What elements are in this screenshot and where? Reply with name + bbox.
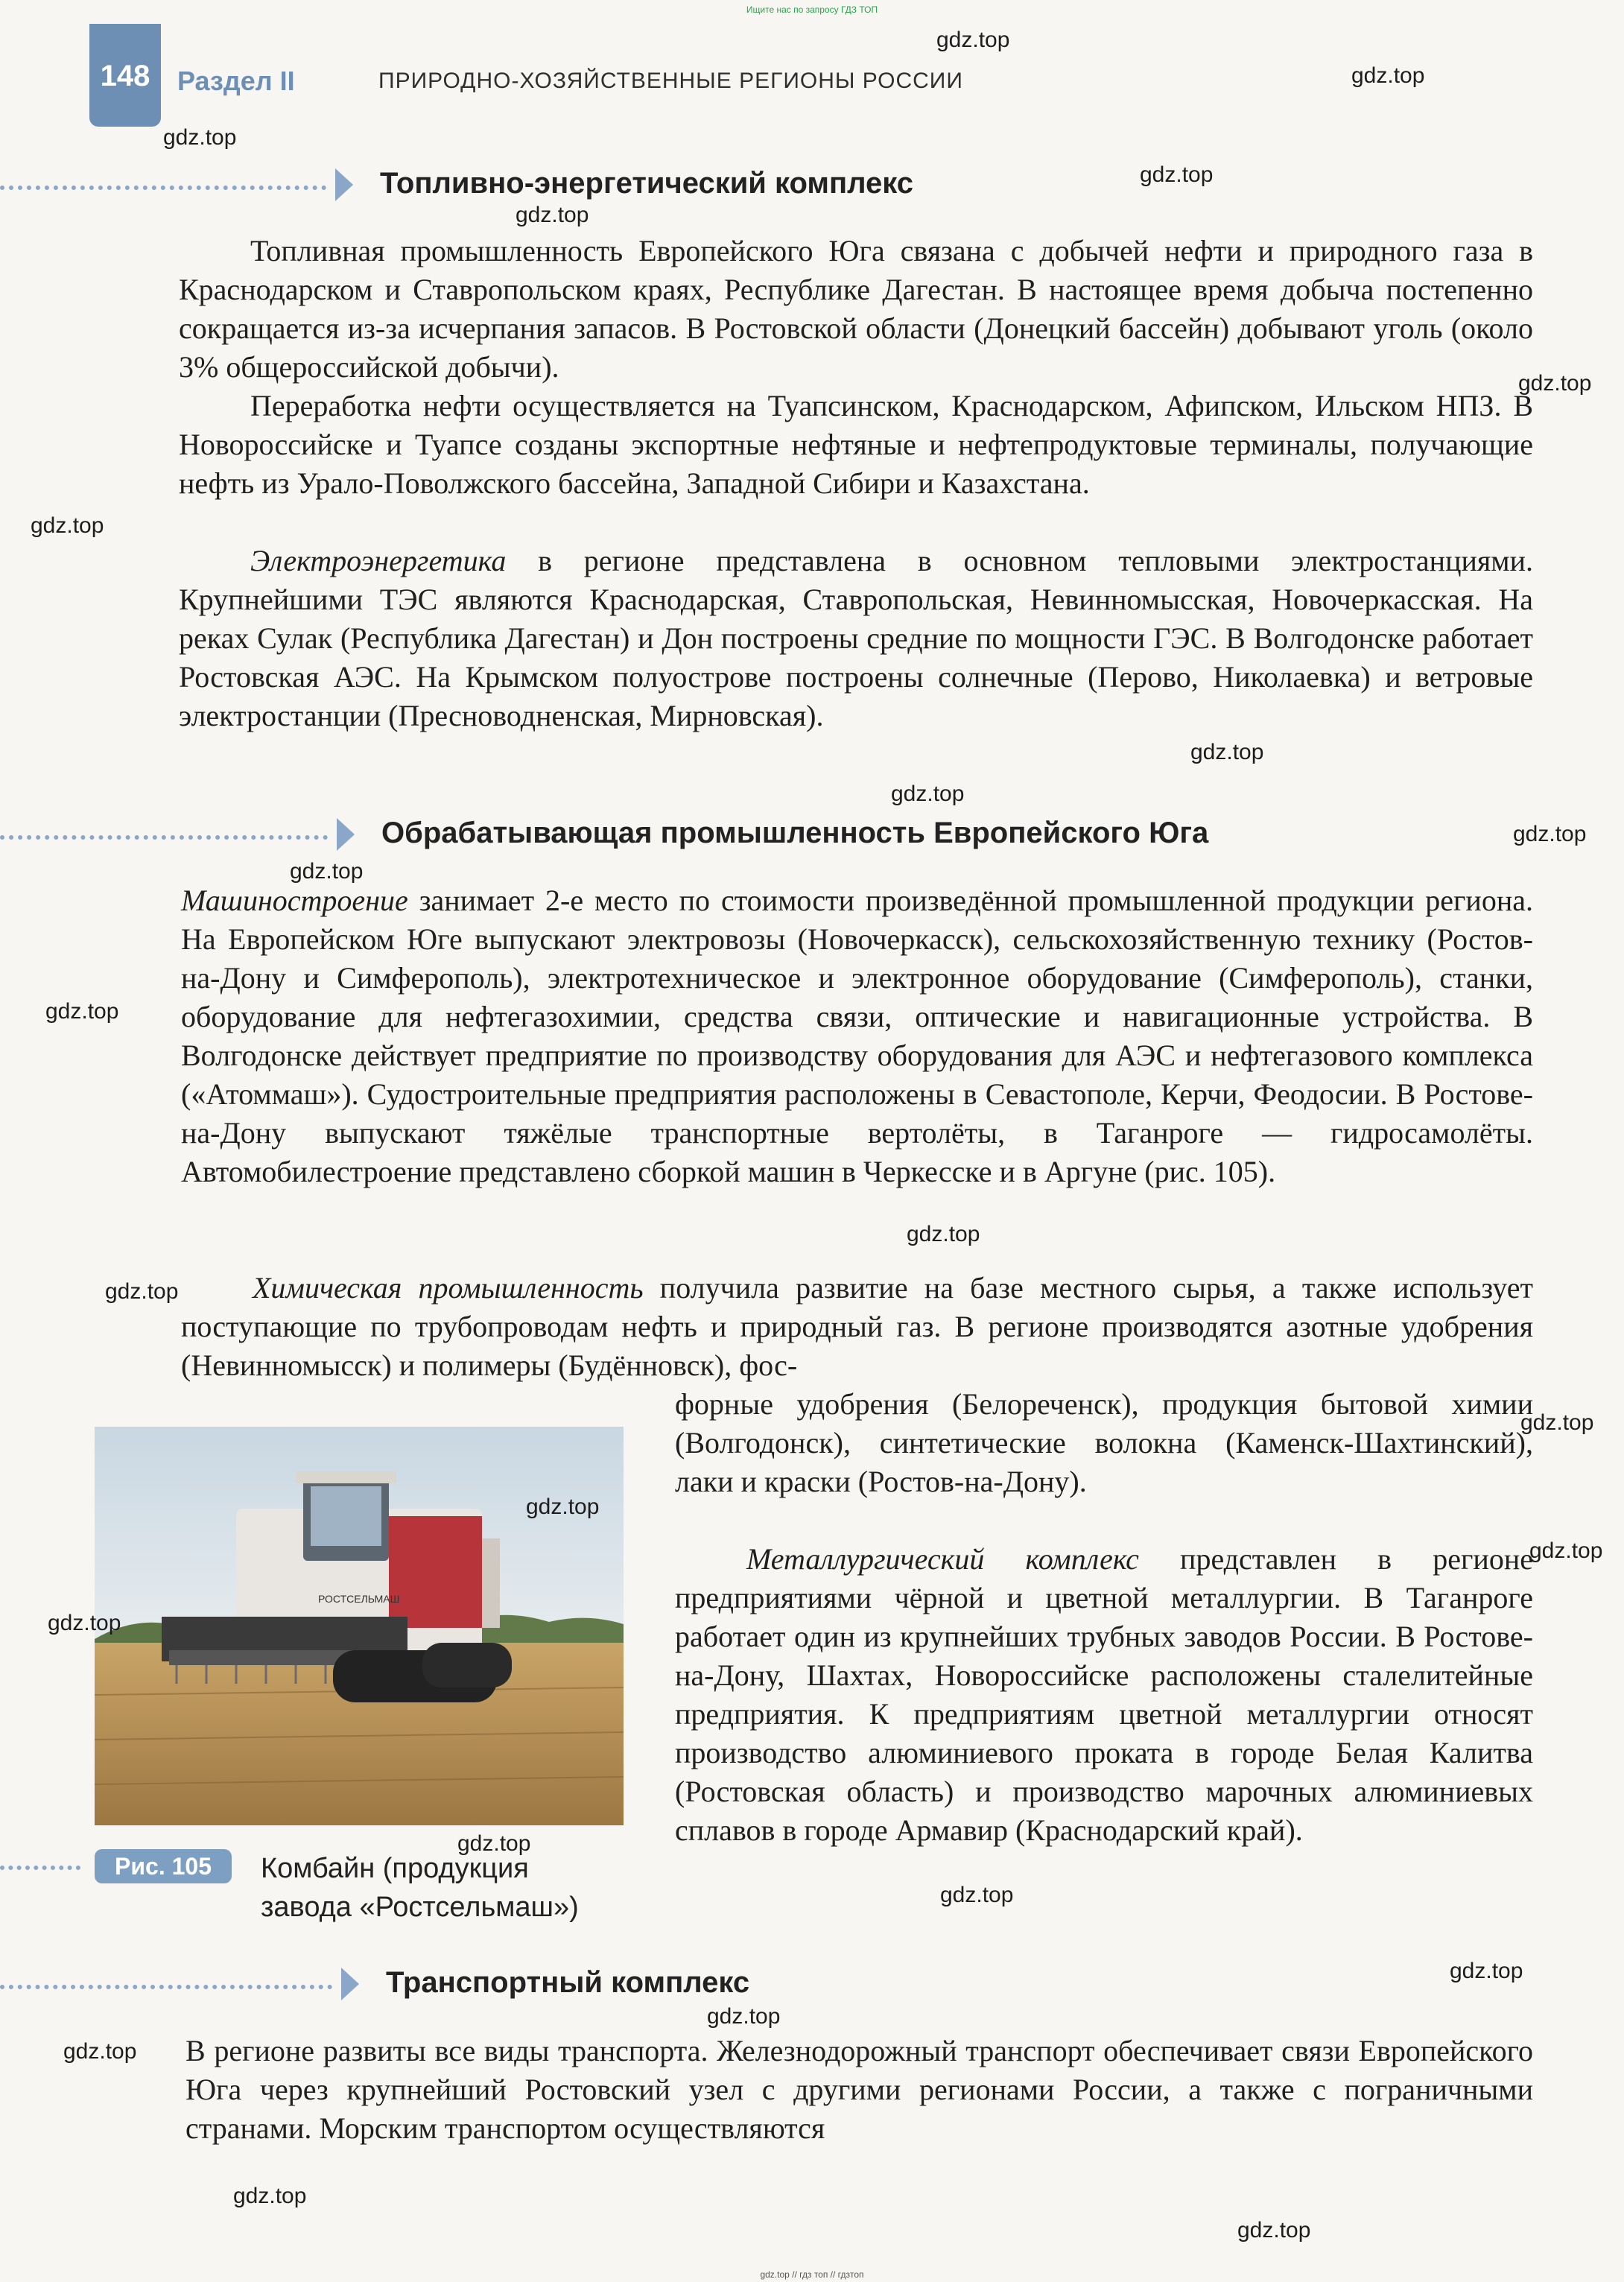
paragraph: Металлургический комплекс представлен в регионе предприятиями чёрной и цветной металлургии. В Таганроге работает один из крупнейших трубных заводов России. В Ростове-на-Дону, Шахтах, Новороссийске расположены сталелитейные предприятия. К предприятиям цветной металлургии относят производство алюминиевого проката в городе Белая Калитва (Ростовская область) и производство марочных алюминиевых сплавов в городе Армавир (Краснодарский край). <box>675 1542 1533 1847</box>
figure-caption-line: Комбайн (продукция <box>261 1853 529 1884</box>
heading-dots <box>0 1985 332 1989</box>
watermark: gdz.top <box>31 513 104 538</box>
watermark: gdz.top <box>940 1883 1014 1907</box>
watermark: gdz.top <box>516 203 589 227</box>
paragraph: Машиностроение занимает 2-е место по стоимости произведённой промышленной продукции региона. На Европейском Юге выпускают электровозы (Новочеркасск), сельскохозяйственную технику (Ростов-на-Дону и Симферополь), электротехническое и электронное оборудование (Симферополь), станки, оборудование для нефтегазохимии, средства связи, оптические и навигационные устройства. В Волгодонске действует предприятие по производству оборудования для АЭС и нефтегазового комплекса («Атоммаш»). Судостроительные предприятия расположены в Севастополе, Керчи, Феодосии. В Ростове-на-Дону выпускают тяжёлые транспортные вертолёты, в Таганроге — гидросамолёты. Автомобилестроение представлено сборкой машин в Черкесске и в Аргуне (рис. 105). <box>181 884 1533 1188</box>
paragraph: Химическая промышленность получила развитие на базе местного сырья, а также использует поступающие по трубопроводам нефть и природный газ. В регионе производятся азотные удобрения (Невинномысск) и полимеры (Будённовск), фос- <box>181 1271 1534 1382</box>
watermark: gdz.top <box>45 999 119 1024</box>
heading-fuel-energy: Топливно-энергетический комплекс <box>380 167 914 200</box>
watermark: gdz.top <box>233 2184 307 2208</box>
watermark: gdz.top <box>1140 162 1214 187</box>
figure-label: Рис. 105 <box>95 1849 232 1883</box>
watermark: gdz.top <box>907 1222 980 1246</box>
watermark: gdz.top <box>290 859 364 884</box>
watermark: gdz.top <box>1450 1959 1523 1983</box>
watermark: gdz.top <box>936 28 1010 52</box>
heading-dots <box>0 186 326 190</box>
figure-caption <box>261 1849 579 1927</box>
watermark: gdz.top <box>1237 2218 1311 2243</box>
heading-arrow-icon <box>335 168 353 201</box>
bottom-note: gdz.top // гдз топ // гдзтоп <box>760 2269 864 2280</box>
watermark: gdz.top <box>1520 1410 1594 1435</box>
watermark: gdz.top <box>457 1831 531 1856</box>
paragraph: Переработка нефти осуществляется на Туапсинском, Краснодарском, Афипском, Ильском НПЗ. В Новороссийске и Туапсе созданы экспортные нефтяные и нефтепродуктовые терминалы, получающие нефть из Урало-Поволжского бассейна, Западной Сибири и Казахстана. <box>179 389 1533 500</box>
heading-transport: Транспортный комплекс <box>386 1966 750 1999</box>
section-label: Раздел II <box>177 66 295 96</box>
paragraph: Электроэнергетика в регионе представлена в основном тепловыми электростанциями. Крупнейшими ТЭС являются Краснодарская, Ставропольская, Невинномысская, Новочеркасская. На реках Сулак (Республика Дагестан) и Дон построены средние по мощности ГЭС. В Волгодонске работает Ростовская АЭС. На Крымском полуострове построены солнечные (Перово, Николаевка) и ветровые электростанции (Пресноводненская, Мирновская). <box>179 544 1533 732</box>
watermark: gdz.top <box>1513 822 1587 846</box>
figure-dots <box>0 1866 80 1870</box>
watermark: gdz.top <box>1529 1538 1603 1563</box>
combine-harvester-photo <box>95 1427 624 1825</box>
watermark: gdz.top <box>105 1279 179 1304</box>
heading-dots <box>0 835 328 840</box>
watermark: gdz.top <box>63 2039 137 2064</box>
watermark: gdz.top <box>891 782 965 806</box>
watermark: gdz.top <box>48 1611 121 1635</box>
watermark: gdz.top <box>526 1495 600 1519</box>
paragraph: форные удобрения (Белореченск), продукция бытовой химии (Волгодонск), синтетические волокна (Каменск-Шахтинский), лаки и краски (Ростов-на-Дону). <box>675 1387 1533 1498</box>
heading-manufacturing: Обрабатывающая промышленность Европейского Юга <box>381 817 1209 849</box>
watermark: gdz.top <box>163 125 237 150</box>
page-number: 148 <box>100 60 150 92</box>
running-title: ПРИРОДНО-ХОЗЯЙСТВЕННЫЕ РЕГИОНЫ РОССИИ <box>378 69 963 93</box>
paragraph: В регионе развиты все виды транспорта. Железнодорожный транспорт обеспечивает связи Европейского Юга через крупнейший Ростовский узел с другими регионами России, а также с пограничными странами. Морским транспортом осуществляются <box>185 2034 1533 2145</box>
top-note: Ищите нас по запросу ГДЗ ТОП <box>746 4 878 15</box>
paragraph: Топливная промышленность Европейского Юга связана с добычей нефти и природного газа в Краснодарском и Ставропольском краях, Республике Дагестан. В настоящее время добыча постепенно сокращается из-за исчерпания запасов. В Ростовской области (Донецкий бассейн) добывают уголь (около 3% общероссийской добычи). <box>179 234 1533 384</box>
watermark: gdz.top <box>707 2004 781 2029</box>
heading-arrow-icon <box>337 818 355 851</box>
svg-text:РОСТСЕЛЬМАШ: РОСТСЕЛЬМАШ <box>318 1593 400 1605</box>
watermark: gdz.top <box>1518 371 1592 396</box>
heading-arrow-icon <box>341 1968 359 2000</box>
figure-caption-line: завода «Ростсельмаш») <box>261 1892 579 1923</box>
watermark: gdz.top <box>1351 63 1425 88</box>
watermark: gdz.top <box>1190 740 1264 764</box>
